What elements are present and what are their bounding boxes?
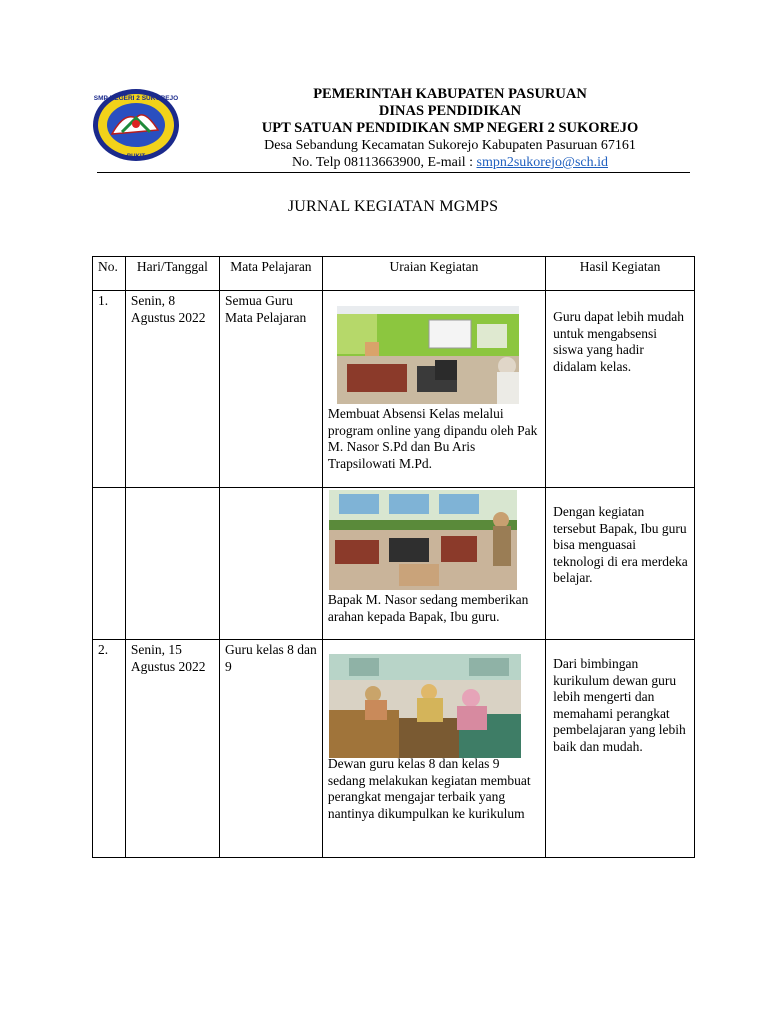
header-divider	[97, 172, 690, 173]
result-text: Dengan kegiatan tersebut Bapak, Ibu guru bisa menguasai teknologi di era merdeka belajar.	[553, 504, 688, 585]
header-description: Uraian Kegiatan	[322, 257, 545, 291]
activity-photo-2	[329, 490, 517, 590]
header-date: Hari/Tanggal	[125, 257, 219, 291]
row-description	[322, 640, 545, 858]
school-name: UPT SATUAN PENDIDIKAN SMP NEGERI 2 SUKOREJO	[261, 120, 639, 136]
result-text: Dari bimbingan kurikulum dewan guru lebih mengerti dan memahami perangkat pembelajaran yang lebih baik dan mudah.	[553, 656, 686, 754]
row-description	[322, 488, 545, 640]
row-subject: Semua Guru Mata Pelajaran	[219, 291, 322, 488]
header-no: No.	[93, 257, 126, 291]
row-date	[125, 488, 219, 640]
row-subject	[219, 488, 322, 640]
row-result	[546, 488, 695, 640]
description-text: Bapak M. Nasor sedang memberikan arahan kepada Bapak, Ibu guru.	[327, 592, 529, 624]
svg-text:SMP NEGERI 2 SUKOREJO: SMP NEGERI 2 SUKOREJO	[93, 95, 179, 102]
contact-line	[200, 154, 700, 171]
table-row	[93, 488, 695, 640]
description-text: Dewan guru kelas 8 dan kelas 9 sedang melakukan kegiatan membuat perangkat mengajar terbaik yang nantinya dikumpulkan ke kurikulum	[327, 756, 531, 821]
header-subject: Mata Pelajaran	[219, 257, 322, 291]
department-name: DINAS PENDIDIKAN	[378, 103, 522, 119]
row-no	[93, 488, 126, 640]
school-address: Desa Sebandung Kecamatan Sukorejo Kabupaten Pasuruan 67161	[264, 138, 636, 153]
phone-text: No. Telp 08113663900, E-mail :	[291, 155, 477, 170]
row-no: 1.	[93, 291, 126, 488]
row-description	[322, 291, 545, 488]
activity-photo-3	[329, 654, 521, 758]
header-result: Hasil Kegiatan	[546, 257, 695, 291]
row-date: Senin, 15 Agustus 2022	[125, 640, 219, 858]
row-result	[546, 291, 695, 488]
row-no: 2.	[93, 640, 126, 858]
government-name: PEMERINTAH KABUPATEN PASURUAN	[313, 86, 587, 102]
description-text: Membuat Absensi Kelas melalui program online yang dipandu oleh Pak M. Nasor S.Pd dan Bu Aris Trapsilowati M.Pd.	[327, 406, 538, 471]
table-row	[93, 291, 695, 488]
letterhead	[200, 86, 700, 171]
page-title: JURNAL KEGIATAN MGMPS	[287, 198, 499, 215]
journal-table	[92, 256, 695, 858]
result-text: Guru dapat lebih mudah untuk mengabsensi siswa yang hadir didalam kelas.	[553, 309, 684, 374]
row-subject: Guru kelas 8 dan 9	[219, 640, 322, 858]
table-row	[93, 640, 695, 858]
activity-photo-1	[337, 306, 519, 404]
school-logo	[92, 88, 180, 162]
svg-text:BUKIT: BUKIT	[126, 154, 146, 160]
row-date: Senin, 8 Agustus 2022	[125, 291, 219, 488]
table-header-row	[93, 257, 695, 291]
email-link[interactable]: smpn2sukorejo@sch.id	[476, 155, 608, 170]
row-result	[546, 640, 695, 858]
